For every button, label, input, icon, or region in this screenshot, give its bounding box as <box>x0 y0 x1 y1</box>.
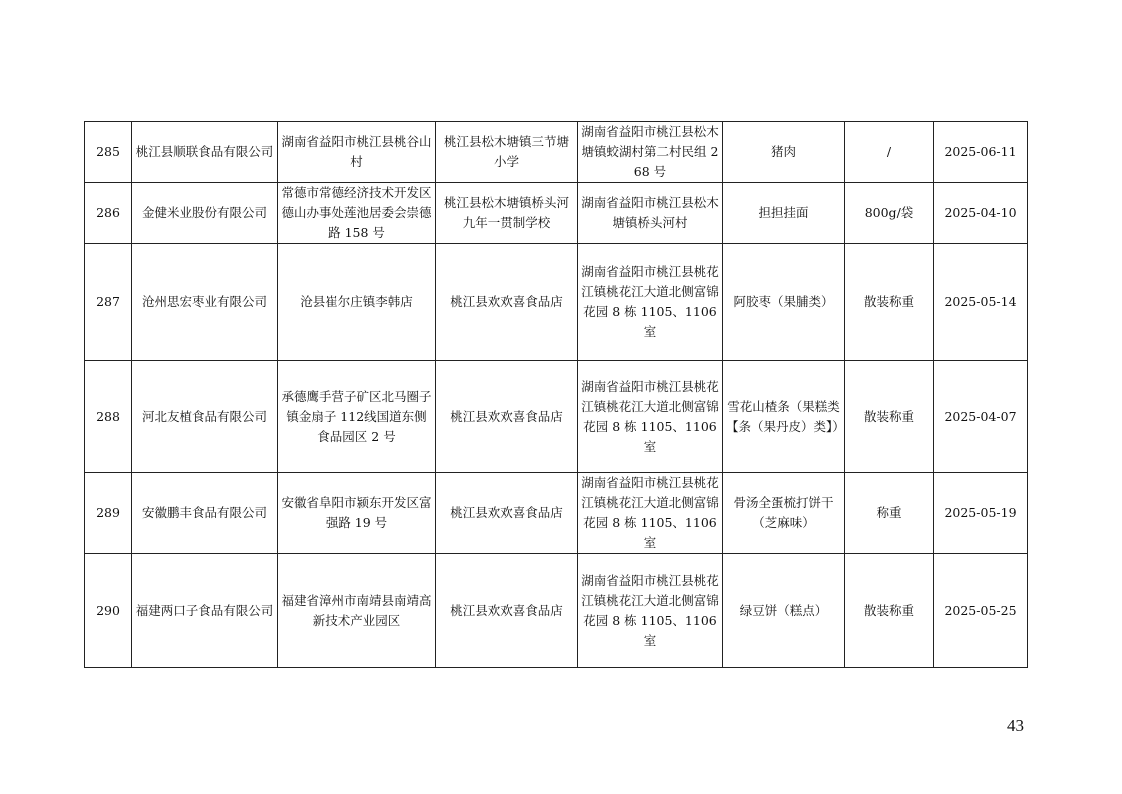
table-row <box>85 361 1028 473</box>
cell-sampled-address: 湖南省益阳市桃江县桃花江镇桃花江大道北侧富锦花园 8 栋 1105、1106 室 <box>578 361 723 473</box>
cell-product: 阿胶枣（果脯类） <box>723 244 845 361</box>
cell-sampled-unit: 桃江县松木塘镇桥头河九年一贯制学校 <box>436 183 578 244</box>
cell-date: 2025-06-11 <box>934 122 1028 183</box>
cell-date: 2025-05-25 <box>934 554 1028 668</box>
cell-no: 288 <box>85 361 132 473</box>
cell-producer-address: 承德鹰手营子矿区北马圈子镇金扇子 112线国道东侧食品园区 2 号 <box>278 361 436 473</box>
cell-spec: / <box>845 122 934 183</box>
cell-no: 289 <box>85 473 132 554</box>
cell-sampled-address: 湖南省益阳市桃江县桃花江镇桃花江大道北侧富锦花园 8 栋 1105、1106 室 <box>578 554 723 668</box>
cell-sampled-unit: 桃江县松木塘镇三节塘小学 <box>436 122 578 183</box>
cell-spec: 800g/袋 <box>845 183 934 244</box>
cell-product: 绿豆饼（糕点） <box>723 554 845 668</box>
cell-producer: 沧州思宏枣业有限公司 <box>132 244 278 361</box>
cell-producer: 河北友植食品有限公司 <box>132 361 278 473</box>
cell-producer-address: 湖南省益阳市桃江县桃谷山村 <box>278 122 436 183</box>
sampling-table <box>84 121 1028 668</box>
cell-producer-address: 安徽省阜阳市颍东开发区富强路 19 号 <box>278 473 436 554</box>
cell-sampled-unit: 桃江县欢欢喜食品店 <box>436 554 578 668</box>
cell-no: 286 <box>85 183 132 244</box>
cell-spec: 称重 <box>845 473 934 554</box>
cell-producer: 金健米业股份有限公司 <box>132 183 278 244</box>
cell-date: 2025-05-19 <box>934 473 1028 554</box>
cell-sampled-address: 湖南省益阳市桃江县松木塘镇桥头河村 <box>578 183 723 244</box>
cell-producer-address: 沧县崔尔庄镇李韩店 <box>278 244 436 361</box>
cell-sampled-unit: 桃江县欢欢喜食品店 <box>436 361 578 473</box>
cell-sampled-address: 湖南省益阳市桃江县桃花江镇桃花江大道北侧富锦花园 8 栋 1105、1106 室 <box>578 244 723 361</box>
table-row <box>85 122 1028 183</box>
cell-sampled-unit: 桃江县欢欢喜食品店 <box>436 473 578 554</box>
cell-producer: 福建两口子食品有限公司 <box>132 554 278 668</box>
page-number: 43 <box>1007 716 1024 735</box>
cell-date: 2025-04-10 <box>934 183 1028 244</box>
cell-product: 猪肉 <box>723 122 845 183</box>
cell-sampled-address: 湖南省益阳市桃江县桃花江镇桃花江大道北侧富锦花园 8 栋 1105、1106 室 <box>578 473 723 554</box>
cell-date: 2025-05-14 <box>934 244 1028 361</box>
cell-sampled-unit: 桃江县欢欢喜食品店 <box>436 244 578 361</box>
cell-sampled-address: 湖南省益阳市桃江县松木塘镇蛟湖村第二村民组 268 号 <box>578 122 723 183</box>
cell-product: 担担挂面 <box>723 183 845 244</box>
table-row <box>85 554 1028 668</box>
cell-producer: 安徽鹏丰食品有限公司 <box>132 473 278 554</box>
table-row <box>85 473 1028 554</box>
table-row <box>85 244 1028 361</box>
cell-product: 骨汤全蛋梳打饼干（芝麻味） <box>723 473 845 554</box>
cell-spec: 散装称重 <box>845 361 934 473</box>
cell-producer: 桃江县顺联食品有限公司 <box>132 122 278 183</box>
cell-no: 287 <box>85 244 132 361</box>
cell-product: 雪花山楂条（果糕类【条（果丹皮）类】） <box>723 361 845 473</box>
cell-date: 2025-04-07 <box>934 361 1028 473</box>
cell-producer-address: 福建省漳州市南靖县南靖高新技术产业园区 <box>278 554 436 668</box>
table-row <box>85 183 1028 244</box>
cell-producer-address: 常德市常德经济技术开发区德山办事处莲池居委会崇德路 158 号 <box>278 183 436 244</box>
cell-no: 285 <box>85 122 132 183</box>
cell-no: 290 <box>85 554 132 668</box>
cell-spec: 散装称重 <box>845 554 934 668</box>
cell-spec: 散装称重 <box>845 244 934 361</box>
